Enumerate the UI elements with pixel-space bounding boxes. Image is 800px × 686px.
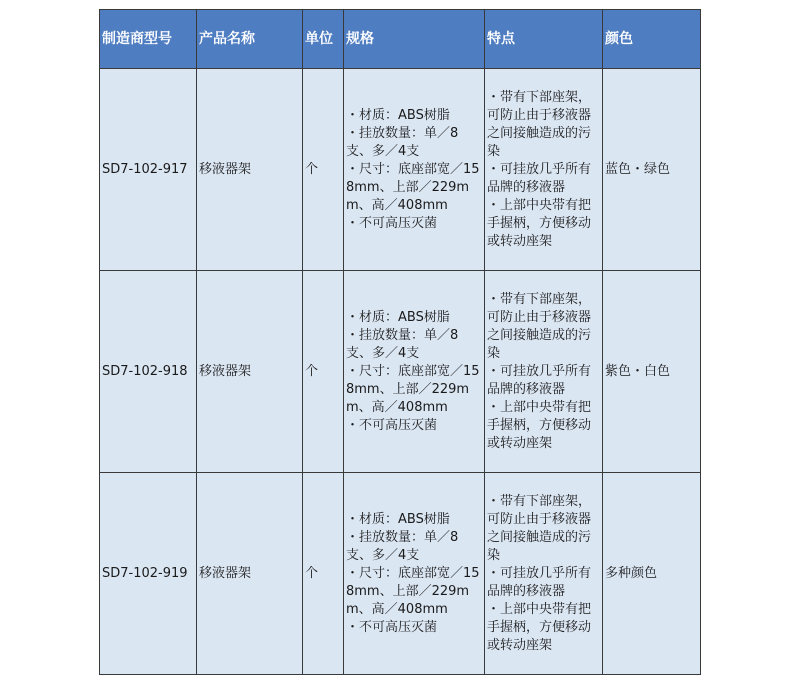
cell-color: 多种颜色 xyxy=(603,473,701,675)
spec-line: ・尺寸：底座部宽／158mm、上部／229mm、高／408mm xyxy=(346,565,480,617)
cell-unit: 个 xyxy=(303,271,344,473)
cell-spec xyxy=(344,69,485,271)
spec-line: ・挂放数量：单／8支、多／4支 xyxy=(346,529,459,563)
feature-line: ・可挂放几乎所有品牌的移液器 xyxy=(487,565,592,599)
table-row xyxy=(100,271,701,473)
header-model: 制造商型号 xyxy=(100,10,197,69)
header-spec: 规格 xyxy=(344,10,485,69)
table-header-row xyxy=(100,10,701,69)
cell-features xyxy=(485,69,603,271)
spec-line: ・材质：ABS树脂 xyxy=(346,511,450,527)
feature-line: ・可挂放几乎所有品牌的移液器 xyxy=(487,161,592,195)
cell-product-name: 移液器架 xyxy=(197,271,303,473)
cell-product-name: 移液器架 xyxy=(197,473,303,675)
cell-unit: 个 xyxy=(303,69,344,271)
spec-line: ・材质：ABS树脂 xyxy=(346,107,450,123)
header-product-name: 产品名称 xyxy=(197,10,303,69)
cell-color: 蓝色・绿色 xyxy=(603,69,701,271)
cell-features xyxy=(485,271,603,473)
feature-line: ・带有下部座架，可防止由于移液器之间接触造成的污染 xyxy=(487,291,592,361)
cell-spec xyxy=(344,271,485,473)
spec-line: ・挂放数量：单／8支、多／4支 xyxy=(346,125,459,159)
header-features: 特点 xyxy=(485,10,603,69)
feature-line: ・上部中央带有把手握柄，方便移动或转动座架 xyxy=(487,601,592,653)
spec-line: ・挂放数量：单／8支、多／4支 xyxy=(346,327,459,361)
spec-line: ・不可高压灭菌 xyxy=(346,619,438,635)
product-spec-table xyxy=(99,9,701,675)
feature-line: ・带有下部座架，可防止由于移液器之间接触造成的污染 xyxy=(487,89,592,159)
cell-model: SD7-102-918 xyxy=(100,271,197,473)
cell-spec xyxy=(344,473,485,675)
spec-line: ・尺寸：底座部宽／158mm、上部／229mm、高／408mm xyxy=(346,161,480,213)
cell-features xyxy=(485,473,603,675)
cell-product-name: 移液器架 xyxy=(197,69,303,271)
spec-line: ・材质：ABS树脂 xyxy=(346,309,450,325)
cell-model: SD7-102-919 xyxy=(100,473,197,675)
table-row xyxy=(100,473,701,675)
cell-unit: 个 xyxy=(303,473,344,675)
cell-model: SD7-102-917 xyxy=(100,69,197,271)
spec-line: ・不可高压灭菌 xyxy=(346,215,438,231)
feature-line: ・带有下部座架，可防止由于移液器之间接触造成的污染 xyxy=(487,493,592,563)
spec-line: ・不可高压灭菌 xyxy=(346,417,438,433)
header-color: 颜色 xyxy=(603,10,701,69)
feature-line: ・上部中央带有把手握柄，方便移动或转动座架 xyxy=(487,197,592,249)
spec-line: ・尺寸：底座部宽／158mm、上部／229mm、高／408mm xyxy=(346,363,480,415)
cell-color: 紫色・白色 xyxy=(603,271,701,473)
table-row xyxy=(100,69,701,271)
feature-line: ・可挂放几乎所有品牌的移液器 xyxy=(487,363,592,397)
header-unit: 单位 xyxy=(303,10,344,69)
feature-line: ・上部中央带有把手握柄，方便移动或转动座架 xyxy=(487,399,592,451)
